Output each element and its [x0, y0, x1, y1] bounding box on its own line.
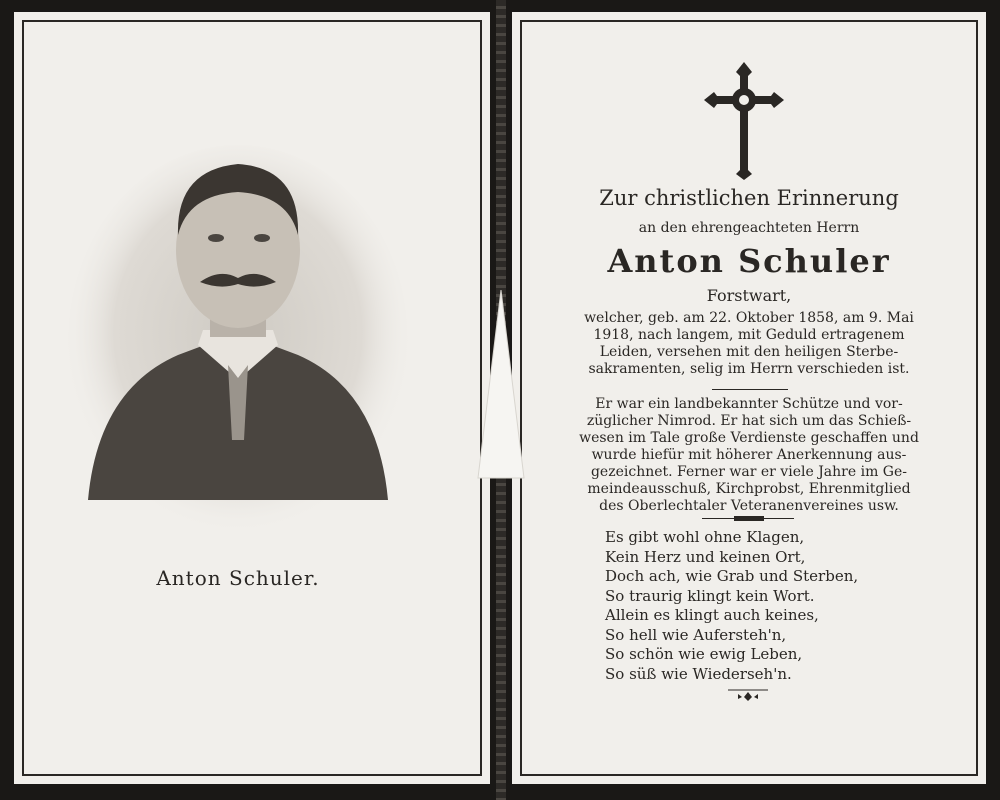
poem-line: So süß wie Wiederseh'n. — [605, 664, 792, 683]
occupation: Forstwart, — [706, 286, 792, 305]
poem-line: So schön wie ewig Leben, — [605, 645, 803, 663]
memorial-poem — [605, 528, 925, 684]
portrait-photo — [68, 140, 408, 530]
paragraph-line: Er war ein landbekannter Schütze und vor- — [595, 396, 903, 412]
poem-line: So hell wie Aufersteh'n, — [605, 625, 787, 644]
paragraph-line: züglicher Nimrod. Er hat sich um das Schieß- — [586, 413, 912, 429]
heading: Zur christlichen Erinnerung — [599, 186, 899, 210]
subheading: an den ehrengeachteten Herrn — [638, 220, 860, 236]
paragraph-line: des Oberlechtaler Veteranenvereines usw. — [599, 498, 899, 514]
divider-rule — [712, 389, 788, 390]
paragraph-line: welcher, geb. am 22. Oktober 1858, am 9. Mai — [584, 310, 914, 326]
paragraph-line: wesen im Tale große Verdienste geschaffen und — [579, 430, 919, 446]
paragraph-line: 1918, nach langem, mit Geduld ertragenem — [593, 327, 905, 343]
paragraph-line: Leiden, versehen mit den heiligen Sterbe- — [599, 344, 899, 360]
paragraph-line: meindeausschuß, Kirchprobst, Ehrenmitglied — [587, 481, 911, 497]
paragraph-line: gezeichnet. Ferner war er viele Jahre im Ge- — [590, 464, 908, 480]
poem-line: Allein es klingt auch keines, — [605, 606, 819, 624]
deceased-name: Anton Schuler — [607, 242, 891, 280]
biography-paragraph — [566, 396, 932, 515]
poem-line: So traurig klingt kein Wort. — [605, 586, 815, 605]
ornament-icon — [728, 686, 768, 702]
fold-tab — [476, 290, 526, 485]
cross-icon — [704, 62, 784, 180]
death-notice-paragraph — [566, 310, 932, 378]
poem-line: Kein Herz und keinen Ort, — [605, 547, 806, 566]
portrait-caption: Anton Schuler. — [156, 566, 320, 590]
divider-bar — [734, 516, 764, 521]
poem-line: Es gibt wohl ohne Klagen, — [605, 528, 805, 546]
poem-line: Doch ach, wie Grab und Sterben, — [605, 567, 859, 585]
paragraph-line: sakramenten, selig im Herrn verschieden ist. — [588, 361, 910, 377]
paragraph-line: wurde hiefür mit höherer Anerkennung aus- — [591, 447, 907, 463]
